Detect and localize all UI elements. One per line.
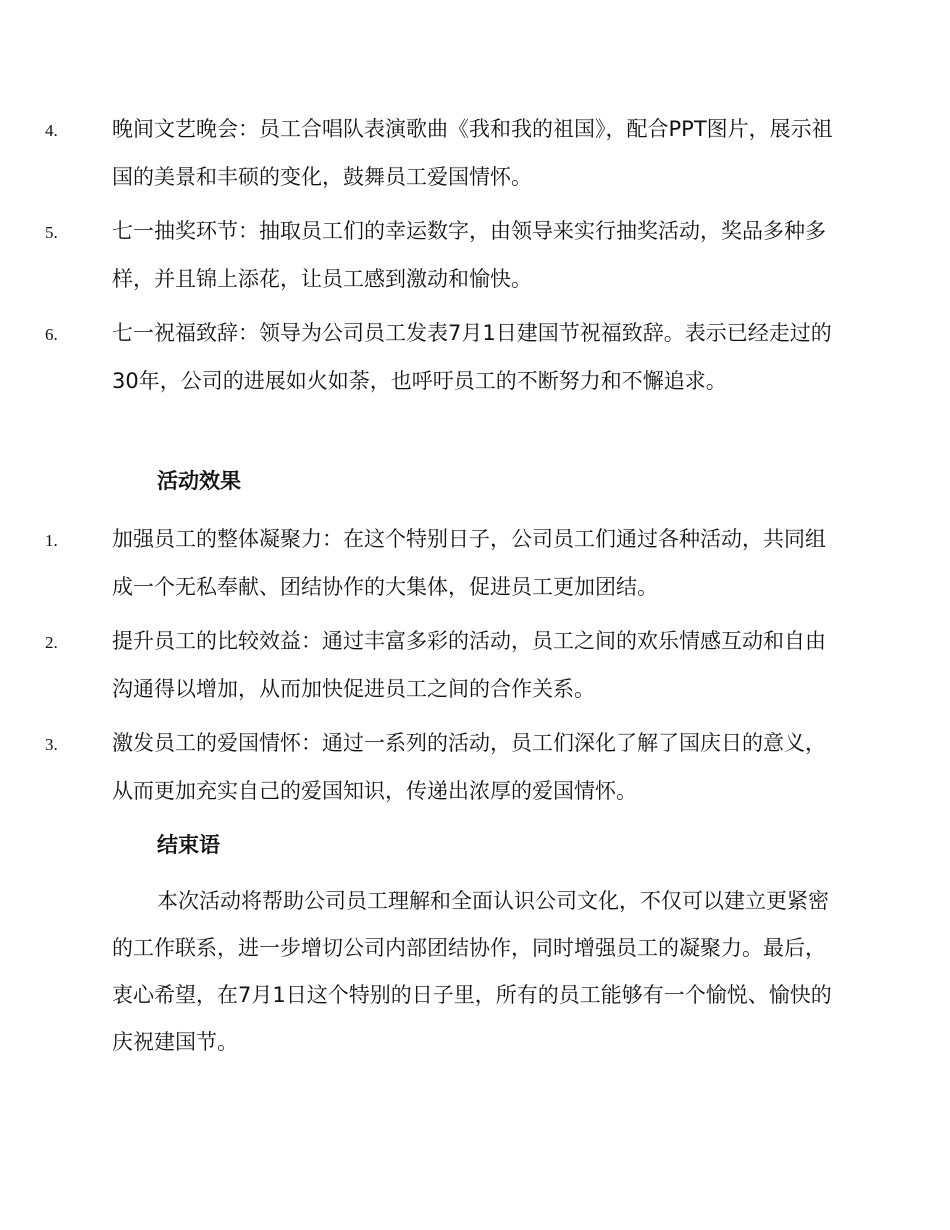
conclusion-paragraph: 本次活动将帮助公司员工理解和全面认识公司文化，不仅可以建立更紧密的工作联系，进一步增切公司内部团结协作，同时增强员工的凝聚力。最后，衷心希望，在7月1日这个特别的日子里，所有的员工能够有一个愉悦、愉快的庆祝建国节。 [112, 889, 832, 1054]
section-heading-conclusion: 结束语 [157, 833, 220, 857]
list-item-text: 提升员工的比较效益：通过丰富多彩的活动，员工之间的欢乐情感互动和自由沟通得以增加，从而加快促进员工之间的合作关系。 [112, 629, 826, 701]
section-heading-effect: 活动效果 [157, 469, 241, 493]
list-item [45, 516, 838, 611]
list-item-text: 晚间文艺晚会：员工合唱队表演歌曲《我和我的祖国》，配合PPT图片，展示祖国的美景和丰硕的变化，鼓舞员工爱国情怀。 [112, 117, 833, 189]
list-item-text: 七一抽奖环节：抽取员工们的幸运数字，由领导来实行抽奖活动，奖品多种多样，并且锦上添花，让员工感到激动和愉快。 [112, 219, 826, 291]
list-number: 5. [45, 223, 58, 242]
list-number: 2. [45, 633, 58, 652]
list-number: 6. [45, 325, 58, 344]
list-number: 4. [45, 121, 58, 140]
list-number: 3. [45, 735, 58, 754]
list-item [45, 208, 838, 303]
list-number: 1. [45, 531, 58, 550]
list-item-text: 七一祝福致辞：领导为公司员工发表7月1日建国节祝福致辞。表示已经走过的30年，公司的进展如火如荼，也呼吁员工的不断努力和不懈追求。 [112, 321, 832, 393]
list-item [45, 720, 838, 815]
list-item [45, 618, 838, 713]
list-item-text: 激发员工的爱国情怀：通过一系列的活动，员工们深化了解了国庆日的意义，从而更加充实自己的爱国知识，传递出浓厚的爱国情怀。 [112, 731, 826, 803]
list-item-text: 加强员工的整体凝聚力：在这个特别日子，公司员工们通过各种活动，共同组成一个无私奉献、团结协作的大集体，促进员工更加团结。 [112, 527, 826, 599]
list-item [45, 310, 838, 405]
list-item [45, 106, 838, 201]
